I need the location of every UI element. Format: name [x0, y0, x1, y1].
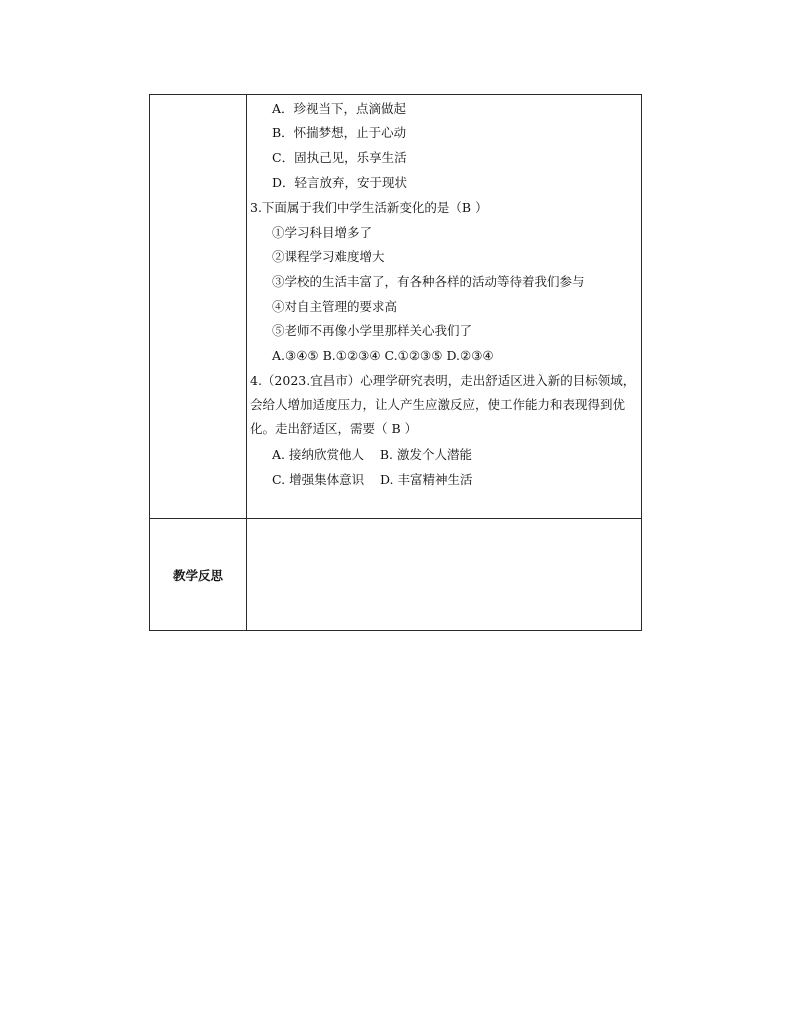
q3-item-1: ①学习科目增多了: [272, 225, 373, 240]
q4-stem-line-3: 化。走出舒适区，需要（ B ）: [250, 421, 418, 436]
lesson-table: [149, 94, 642, 631]
q3-item-5: ⑤老师不再像小学里那样关心我们了: [272, 323, 473, 338]
q2-option-d: D．轻言放弃，安于现状: [272, 175, 408, 190]
reflection-content-cell: [247, 519, 643, 631]
q4-options-line-1: A. 接纳欣赏他人 B. 激发个人潜能: [272, 447, 473, 462]
exercise-content-cell: [246, 95, 643, 518]
q3-options: A.③④⑤ B.①②③④ C.①②③⑤ D.②③④: [272, 348, 494, 363]
q4-stem-line-2: 会给人增加适度压力，让人产生应激反应，使工作能力和表现得到优: [250, 397, 626, 412]
q2-option-b: B．怀揣梦想，止于心动: [272, 125, 407, 140]
q4-stem-line-1: 4.（2023.宜昌市）心理学研究表明，走出舒适区进入新的目标领域，: [250, 373, 636, 388]
q4-options-line-2: C. 增强集体意识 D. 丰富精神生活: [272, 472, 473, 487]
q2-option-a: A．珍视当下，点滴做起: [272, 101, 407, 116]
reflection-label: 教学反思: [172, 568, 223, 583]
q2-option-c: C．固执己见，乐享生活: [272, 150, 407, 165]
q3-stem: 3.下面属于我们中学生活新变化的是（B ）: [250, 200, 488, 215]
q3-item-2: ②课程学习难度增大: [272, 249, 385, 264]
q3-item-4: ④对自主管理的要求高: [272, 299, 398, 314]
q3-item-3: ③学校的生活丰富了，有各种各样的活动等待着我们参与: [272, 274, 585, 289]
